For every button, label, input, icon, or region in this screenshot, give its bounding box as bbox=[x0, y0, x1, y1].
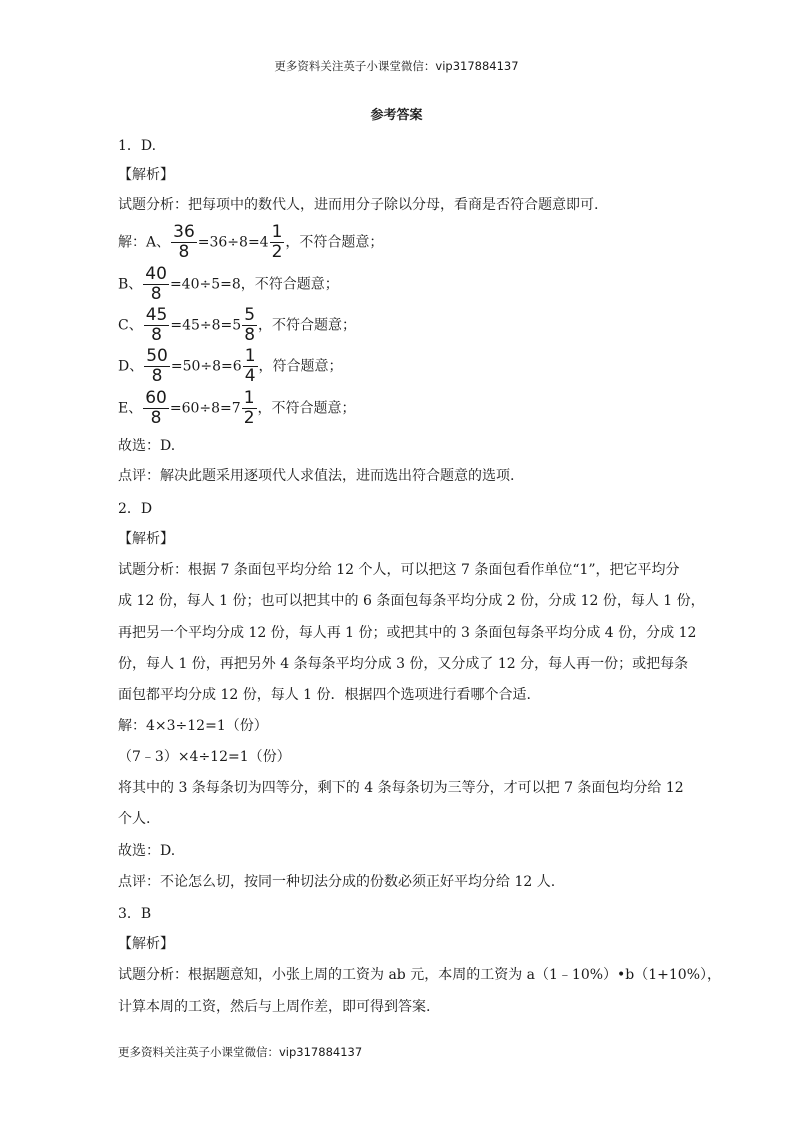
fraction-denominator: 4 bbox=[244, 366, 256, 386]
option-c-verdict: ，不符合题意； bbox=[258, 317, 357, 334]
q2-analysis-line: 份，每人 1 份，再把另外 4 条每条平均分成 3 份，又分成了 12 分，每人再一份；或把每条 bbox=[118, 656, 689, 672]
fraction-e bbox=[143, 390, 169, 427]
fraction-numerator: 1 bbox=[271, 222, 283, 242]
fraction-denominator: 8 bbox=[244, 325, 256, 345]
option-c-calc: =45÷8=5 bbox=[170, 317, 242, 334]
page-title: 参考答案 bbox=[370, 108, 423, 123]
q1-option-d bbox=[118, 348, 343, 385]
option-d-calc: =50÷8=6 bbox=[170, 358, 242, 375]
fraction-numerator: 1 bbox=[243, 388, 255, 408]
option-c-prefix: C、 bbox=[118, 317, 143, 334]
mixed-fraction-a bbox=[270, 224, 285, 261]
mixed-fraction-c bbox=[242, 307, 257, 344]
q2-conclusion-line: 个人. bbox=[118, 811, 151, 827]
option-e-verdict: ，不符合题意； bbox=[257, 400, 356, 417]
page-footer: 更多资料关注英子小课堂微信：vip317884137 bbox=[118, 1045, 363, 1059]
fraction-denominator: 8 bbox=[151, 366, 163, 386]
option-b-calc: =40÷5=8，不符合题意； bbox=[169, 276, 339, 293]
option-b-prefix: B、 bbox=[118, 276, 143, 293]
q2-analysis-line: 面包都平均分成 12 份，每人 1 份．根据四个选项进行看哪个合适. bbox=[118, 687, 531, 703]
q1-choice: 故选：D. bbox=[118, 438, 176, 454]
q2-solve-step-2: （7﹣3）×4÷12=1（份） bbox=[118, 749, 291, 765]
fraction-denominator: 8 bbox=[150, 408, 162, 428]
q1-option-e bbox=[118, 390, 356, 427]
q3-jiexi-heading: 【解析】 bbox=[118, 936, 174, 952]
option-a-prefix: 解：A、 bbox=[118, 234, 171, 251]
option-e-prefix: E、 bbox=[118, 400, 143, 417]
q3-analysis-line: 计算本周的工资，然后与上周作差，即可得到答案. bbox=[118, 999, 431, 1015]
q1-option-b bbox=[118, 266, 339, 303]
q1-option-a bbox=[118, 224, 383, 261]
q2-analysis-line: 再把另一个平均分成 12 份，每人再 1 份；或把其中的 3 条面包每条平均分成 4 份，分成 12 bbox=[118, 625, 697, 641]
fraction-denominator: 2 bbox=[271, 242, 283, 262]
fraction-numerator: 40 bbox=[145, 264, 167, 284]
fraction-a bbox=[171, 224, 197, 261]
fraction-b bbox=[143, 266, 169, 303]
fraction-denominator: 8 bbox=[151, 325, 162, 345]
q1-jiexi-heading: 【解析】 bbox=[118, 167, 174, 183]
fraction-denominator: 8 bbox=[178, 242, 190, 262]
fraction-numerator: 60 bbox=[145, 388, 167, 408]
q2-analysis-line: 成 12 份，每人 1 份；也可以把其中的 6 条面包每条平均分成 2 份，分成 12 份，每人 1 份， bbox=[118, 593, 705, 609]
mixed-fraction-e bbox=[242, 390, 257, 427]
q2-solve-step-1: 解：4×3÷12=1（份） bbox=[118, 718, 268, 734]
q2-jiexi-heading: 【解析】 bbox=[118, 531, 174, 547]
q2-comment: 点评：不论怎么切，按同一种切法分成的份数必须正好平均分给 12 人. bbox=[118, 874, 556, 890]
q2-conclusion-line: 将其中的 3 条每条切为四等分，剩下的 4 条每条切为三等分，才可以把 7 条面包均分给 12 bbox=[118, 780, 684, 796]
fraction-numerator: 5 bbox=[244, 305, 256, 325]
page-header: 更多资料关注英子小课堂微信：vip317884137 bbox=[274, 59, 519, 73]
fraction-denominator: 2 bbox=[243, 408, 255, 428]
q1-option-c bbox=[118, 307, 356, 344]
option-d-verdict: ，符合题意； bbox=[258, 358, 343, 375]
fraction-numerator: 36 bbox=[173, 222, 195, 242]
fraction-numerator: 50 bbox=[146, 346, 168, 366]
q2-answer: 2．D bbox=[118, 501, 153, 517]
option-a-verdict: ，不符合题意； bbox=[285, 234, 384, 251]
fraction-d bbox=[144, 348, 170, 385]
option-a-calc: =36÷8=4 bbox=[197, 234, 269, 251]
fraction-denominator: 8 bbox=[150, 284, 162, 304]
q1-comment: 点评：解决此题采用逐项代人求值法，进而选出符合题意的选项. bbox=[118, 468, 515, 484]
mixed-fraction-d bbox=[243, 348, 258, 385]
q1-analysis: 试题分析：把每项中的数代人，进而用分子除以分母，看商是否符合题意即可. bbox=[118, 197, 599, 213]
q3-analysis-line: 试题分析：根据题意知，小张上周的工资为 ab 元，本周的工资为 a（1﹣10%）•b（1+10%）， bbox=[118, 967, 722, 983]
q1-answer: 1．D. bbox=[118, 138, 157, 154]
option-e-calc: =60÷8=7 bbox=[169, 400, 241, 417]
q3-answer: 3．B bbox=[118, 906, 152, 922]
fraction-c bbox=[144, 307, 170, 344]
fraction-numerator: 1 bbox=[244, 346, 256, 366]
q2-analysis-line: 试题分析：根据 7 条面包平均分给 12 个人，可以把这 7 条面包看作单位“1”，把它平均分 bbox=[118, 562, 680, 578]
q2-choice: 故选：D. bbox=[118, 843, 176, 859]
fraction-numerator: 45 bbox=[145, 305, 168, 325]
option-d-prefix: D、 bbox=[118, 358, 144, 375]
